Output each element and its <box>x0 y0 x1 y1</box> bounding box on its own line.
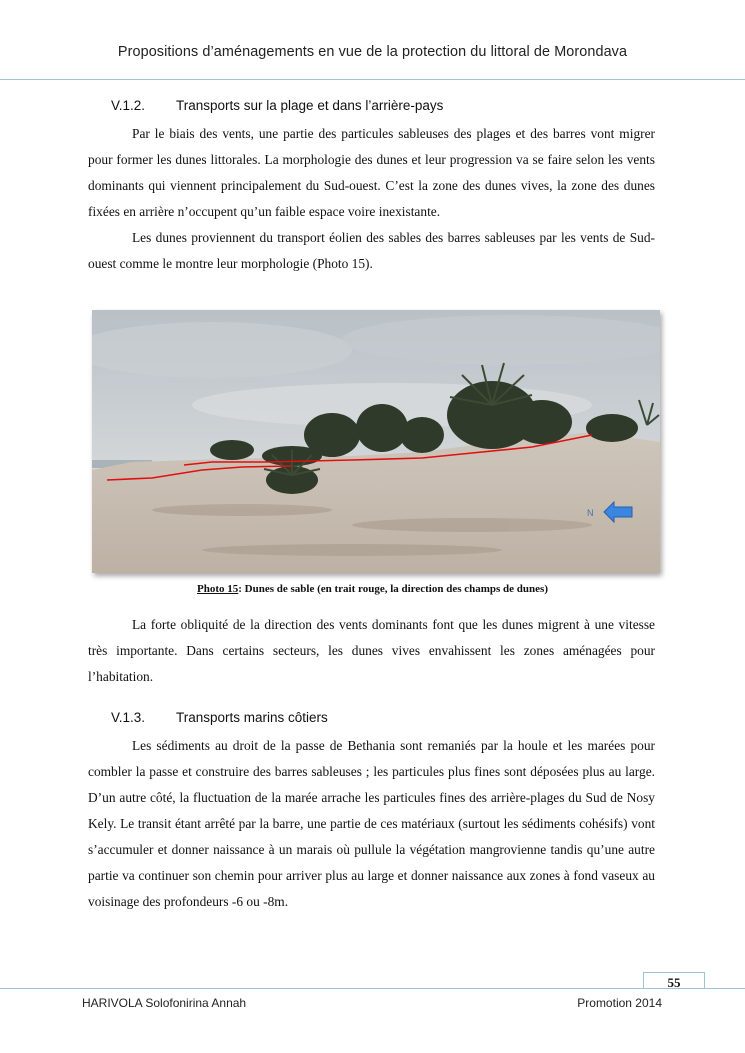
page-number: 55 <box>643 972 705 989</box>
north-arrow-label: N <box>587 508 594 518</box>
paragraph: Les sédiments au droit de la passe de Bethania sont remaniés par la houle et les marées pour combler la passe et construire des barres sableuses ; les particules plus fines sont déposées plus au large. D’un autre côté, la fluctuation de la marée arrache les particules fines des arrière-plages du Sud de Nosy Kely. Le transit étant arrêté par la barre, une partie de ces matériaux (surtout les sédiments cohésifs) vont s’accumuler et donner naissance à un marais où pullule la végétation mangrovienne tandis qu’une autre partie va continuer son chemin pour arriver plus au large et donner naissance aux zones à fond vaseux au voisinage des profondeurs -6 ou -8m. <box>88 738 655 909</box>
paragraph: Par le biais des vents, une partie des particules sableuses des plages et des barres vont migrer pour former les dunes littorales. La morphologie des dunes et leur progression va se faire selon les vents dominants qui viennent principalement du Sud-ouest. C’est la zone des dunes vives, la zone des dunes fixées en arrière n’occupent qu’un faible espace voire inexistante. <box>88 126 655 219</box>
footer-promotion: Promotion 2014 <box>577 996 662 1010</box>
dune-photo <box>92 310 660 573</box>
paragraph: La forte obliquité de la direction des vents dominants font que les dunes migrent à une vitesse très importante. Dans certains secteurs, les dunes vives envahissent les zones aménagées pour l’habitation. <box>88 617 655 684</box>
section-1-body <box>88 121 655 277</box>
section-title: Transports sur la plage et dans l’arrière-pays <box>176 98 444 113</box>
header-rule <box>0 79 745 80</box>
footer-author: HARIVOLA Solofonirina Annah <box>82 996 247 1010</box>
section-number: V.1.2. <box>111 98 146 113</box>
section-2-body <box>88 733 655 915</box>
footer-rule <box>0 988 745 989</box>
dune-photo-graphic <box>92 310 660 573</box>
section-title: Transports marins côtiers <box>176 710 328 725</box>
paragraph: Les dunes proviennent du transport éolien des sables des barres sableuses par les vents de Sud-ouest comme le montre leur morphologie (Photo 15). <box>88 230 655 271</box>
photo-caption-label: Photo 15 <box>197 583 239 595</box>
section-1-body-continued <box>88 612 655 690</box>
running-header: Propositions d’aménagements en vue de la protection du littoral de Morondava <box>117 44 628 60</box>
photo-caption-text: : Dunes de sable (en trait rouge, la direction des champs de dunes) <box>238 583 548 595</box>
photo-caption <box>0 583 745 595</box>
section-number: V.1.3. <box>111 710 146 725</box>
